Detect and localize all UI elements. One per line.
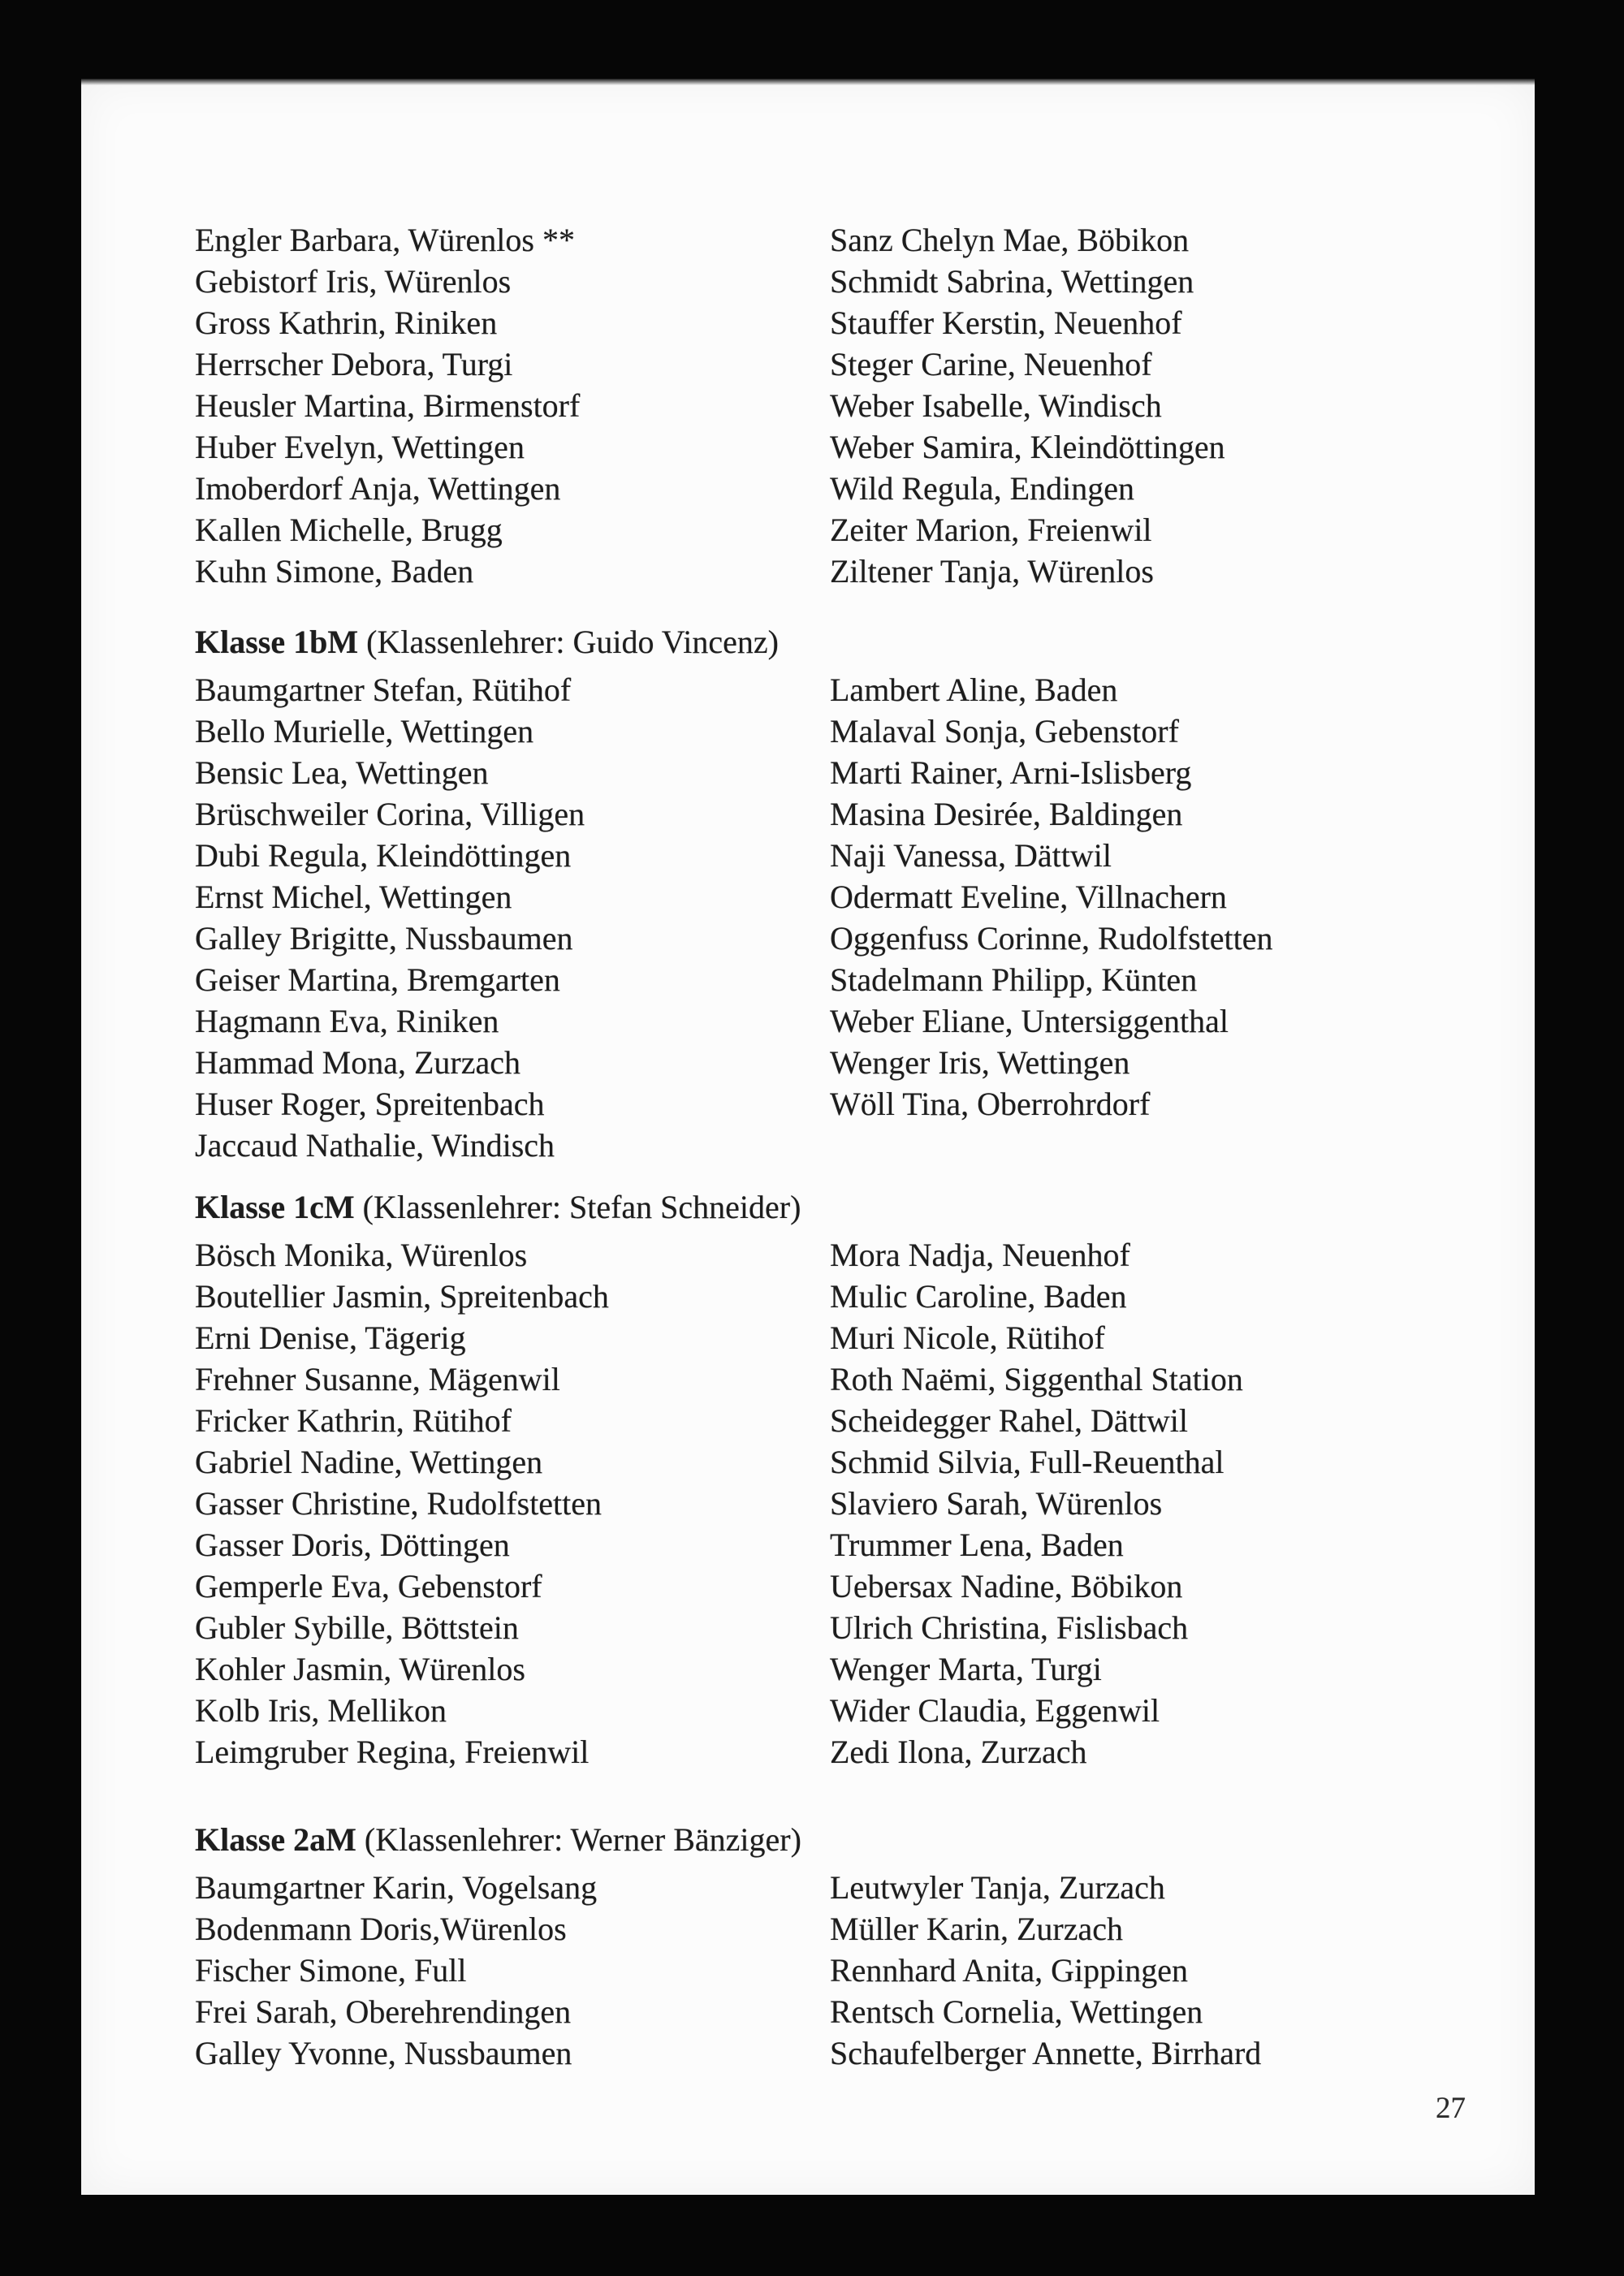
student-entry: Zedi Ilona, Zurzach [830, 1734, 1087, 1770]
student-entry: Galley Yvonne, Nussbaumen [195, 2035, 572, 2071]
student-entry: Odermatt Eveline, Villnachern [830, 879, 1227, 915]
class-heading [195, 1819, 1490, 1860]
student-entry: Muri Nicole, Rütihof [830, 1319, 1105, 1356]
student-entry: Dubi Regula, Kleindöttingen [195, 837, 572, 874]
teacher-note: (Klassenlehrer: Stefan Schneider) [354, 1189, 801, 1225]
class-label: Klasse 1cM [195, 1189, 355, 1225]
student-entry: Stadelmann Philipp, Künten [830, 961, 1198, 998]
student-entry: Galley Brigitte, Nussbaumen [195, 920, 573, 957]
student-entry: Huser Roger, Spreitenbach [195, 1086, 545, 1122]
student-entry: Kolb Iris, Mellikon [195, 1692, 447, 1729]
student-entry: Bensic Lea, Wettingen [195, 754, 489, 791]
class-section [195, 621, 1490, 1166]
student-entry: Ulrich Christina, Fislisbach [830, 1609, 1189, 1646]
student-entry: Masina Desirée, Baldingen [830, 796, 1183, 832]
student-entry: Rennhard Anita, Gippingen [830, 1952, 1189, 1989]
student-entry: Oggenfuss Corinne, Rudolfstetten [830, 920, 1273, 957]
student-entry: Leutwyler Tanja, Zurzach [830, 1869, 1165, 1906]
student-entry: Weber Samira, Kleindöttingen [830, 429, 1225, 465]
right-column [830, 669, 1490, 1125]
student-entry: Stauffer Kerstin, Neuenhof [830, 304, 1182, 341]
two-column-list [195, 669, 1490, 1166]
student-entry: Mulic Caroline, Baden [830, 1278, 1127, 1315]
student-entry: Engler Barbara, Würenlos ** [195, 222, 575, 258]
teacher-note: (Klassenlehrer: Guido Vincenz) [358, 624, 779, 660]
student-entry: Leimgruber Regina, Freienwil [195, 1734, 590, 1770]
student-entry: Baumgartner Karin, Vogelsang [195, 1869, 598, 1906]
student-entry: Kohler Jasmin, Würenlos [195, 1651, 525, 1687]
student-entry: Rentsch Cornelia, Wettingen [830, 1993, 1203, 2030]
student-entry: Hagmann Eva, Riniken [195, 1003, 499, 1039]
student-entry: Wenger Marta, Turgi [830, 1651, 1102, 1687]
student-entry: Frehner Susanne, Mägenwil [195, 1361, 560, 1397]
student-entry: Brüschweiler Corina, Villigen [195, 796, 585, 832]
student-entry: Gross Kathrin, Riniken [195, 304, 498, 341]
document-page [81, 79, 1535, 2195]
student-entry: Bello Murielle, Wettingen [195, 713, 534, 749]
student-entry: Gasser Doris, Döttingen [195, 1527, 510, 1563]
student-entry: Bodenmann Doris,Würenlos [195, 1911, 567, 1947]
student-entry: Bösch Monika, Würenlos [195, 1237, 528, 1273]
student-entry: Herrscher Debora, Turgi [195, 346, 513, 382]
left-column [195, 219, 830, 592]
student-entry: Gubler Sybille, Böttstein [195, 1609, 519, 1646]
student-entry: Weber Isabelle, Windisch [830, 387, 1162, 424]
student-entry: Geiser Martina, Bremgarten [195, 961, 560, 998]
student-entry: Imoberdorf Anja, Wettingen [195, 470, 561, 507]
class-section [195, 1819, 1490, 2074]
student-entry: Marti Rainer, Arni-Islisberg [830, 754, 1192, 791]
student-entry: Uebersax Nadine, Böbikon [830, 1568, 1183, 1604]
student-entry: Trummer Lena, Baden [830, 1527, 1124, 1563]
student-entry: Wider Claudia, Eggenwil [830, 1692, 1160, 1729]
left-column [195, 1234, 830, 1773]
student-entry: Huber Evelyn, Wettingen [195, 429, 525, 465]
student-entry: Jaccaud Nathalie, Windisch [195, 1127, 555, 1164]
teacher-note: (Klassenlehrer: Werner Bänziger) [356, 1821, 801, 1858]
student-entry: Kallen Michelle, Brugg [195, 512, 503, 548]
student-entry: Gabriel Nadine, Wettingen [195, 1444, 543, 1480]
class-section [195, 219, 1490, 592]
student-entry: Gasser Christine, Rudolfstetten [195, 1485, 603, 1522]
class-section [195, 1186, 1490, 1773]
student-entry: Baumgartner Stefan, Rütihof [195, 672, 572, 708]
student-entry: Naji Vanessa, Dättwil [830, 837, 1112, 874]
student-entry: Fischer Simone, Full [195, 1952, 467, 1989]
right-column [830, 1867, 1490, 2074]
student-entry: Scheidegger Rahel, Dättwil [830, 1402, 1188, 1439]
student-entry: Frei Sarah, Oberehrendingen [195, 1993, 572, 2030]
student-entry: Lambert Aline, Baden [830, 672, 1118, 708]
two-column-list [195, 1867, 1490, 2074]
left-column [195, 1867, 830, 2074]
class-label: Klasse 1bM [195, 624, 359, 660]
class-heading [195, 621, 1490, 663]
right-column [830, 219, 1490, 592]
right-column [830, 1234, 1490, 1773]
two-column-list [195, 219, 1490, 592]
student-entry: Ziltener Tanja, Würenlos [830, 553, 1154, 590]
two-column-list [195, 1234, 1490, 1773]
student-entry: Steger Carine, Neuenhof [830, 346, 1152, 382]
page-number: 27 [1436, 2092, 1466, 2125]
student-entry: Schaufelberger Annette, Birrhard [830, 2035, 1262, 2071]
student-entry: Kuhn Simone, Baden [195, 553, 474, 590]
student-entry: Heusler Martina, Birmenstorf [195, 387, 581, 424]
student-entry: Malaval Sonja, Gebenstorf [830, 713, 1179, 749]
student-entry: Slaviero Sarah, Würenlos [830, 1485, 1163, 1522]
student-entry: Ernst Michel, Wettingen [195, 879, 512, 915]
student-entry: Boutellier Jasmin, Spreitenbach [195, 1278, 609, 1315]
student-entry: Zeiter Marion, Freienwil [830, 512, 1152, 548]
student-entry: Roth Naëmi, Siggenthal Station [830, 1361, 1243, 1397]
student-entry: Wenger Iris, Wettingen [830, 1044, 1130, 1081]
student-entry: Wild Regula, Endingen [830, 470, 1134, 507]
student-entry: Gemperle Eva, Gebenstorf [195, 1568, 542, 1604]
left-column [195, 669, 830, 1166]
student-entry: Fricker Kathrin, Rütihof [195, 1402, 512, 1439]
student-entry: Sanz Chelyn Mae, Böbikon [830, 222, 1190, 258]
class-label: Klasse 2aM [195, 1821, 356, 1858]
student-entry: Gebistorf Iris, Würenlos [195, 263, 512, 300]
class-heading [195, 1186, 1490, 1228]
student-entry: Müller Karin, Zurzach [830, 1911, 1123, 1947]
student-entry: Schmid Silvia, Full-Reuenthal [830, 1444, 1224, 1480]
student-entry: Erni Denise, Tägerig [195, 1319, 466, 1356]
student-entry: Hammad Mona, Zurzach [195, 1044, 520, 1081]
student-entry: Mora Nadja, Neuenhof [830, 1237, 1130, 1273]
page-content [195, 219, 1490, 2074]
student-entry: Weber Eliane, Untersiggenthal [830, 1003, 1229, 1039]
student-entry: Wöll Tina, Oberrohrdorf [830, 1086, 1151, 1122]
student-entry: Schmidt Sabrina, Wettingen [830, 263, 1194, 300]
